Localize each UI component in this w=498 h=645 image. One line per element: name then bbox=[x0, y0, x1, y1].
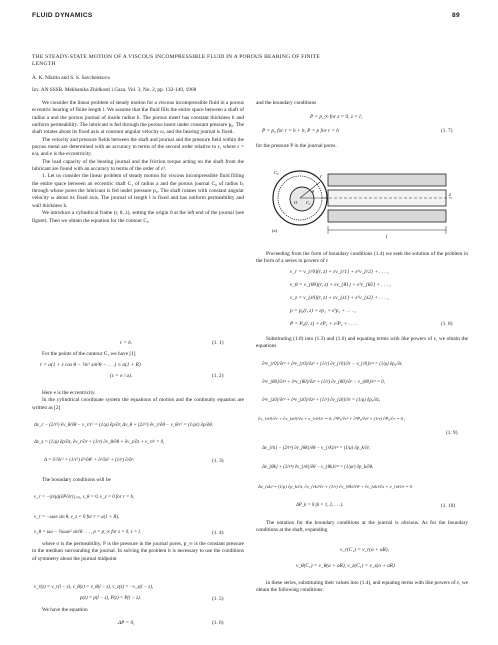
equation-number-1-3: (1. 3) bbox=[212, 458, 224, 464]
equation-number-1-2: (1. 2) bbox=[212, 373, 224, 379]
fig-label-theta: θ bbox=[312, 189, 315, 194]
page-number: 89 bbox=[452, 12, 460, 19]
equation-number-1-1: (1. 1) bbox=[212, 340, 224, 346]
equation-1-9a: ∂²v_{r0}/∂r² + ∂²v_{r0}/∂z² + (1/r) ∂v_{r0}/∂r − v_{r0}/r² = (1/μ) ∂p₀/∂r, bbox=[262, 362, 403, 367]
fig-label-a: (a) bbox=[272, 228, 277, 233]
equation-1-1: r = b. bbox=[120, 340, 133, 346]
equation-1-2a: r = a(1 + ε cos θ − ½ε² sin²θ − . . .) ≡ a(1 + R) bbox=[40, 362, 141, 368]
paragraph-contour bbox=[32, 351, 244, 358]
substituting-text: Substituting (1.8) into (1.3) and (1.6) and equating terms with like powers of ε, we obtain the equations bbox=[256, 336, 468, 350]
paragraph-eccentricity bbox=[32, 390, 244, 412]
paragraph-substituting bbox=[256, 336, 468, 351]
fig-label-c0: C₀ bbox=[274, 170, 279, 175]
paper-authors: A. K. Nikitin and S. S. Savchenkova bbox=[32, 75, 110, 81]
equation-1-10b: Δv_{θk} + (2/r²) ∂v_{rk}/∂θ − v_{θk}/r² = (1/μr) ∂p_k/∂θ, bbox=[262, 465, 374, 470]
boundary-conditions-text: and the boundary conditions bbox=[256, 100, 317, 106]
equation-1-7a: P = p_∞ for z = 0, z = l; bbox=[310, 114, 363, 120]
equation-1-10c: Δv_{zk} = (1/μ) ∂p_k/∂z, ∂v_{rk}/∂r + (1/r) ∂v_{θk}/∂θ + ∂v_{zk}/∂z + v_{rk}/r = 0 bbox=[258, 484, 413, 489]
bearing-figure bbox=[266, 160, 456, 240]
equation-1-4a: v_r = −(σ/μ)(∂P/∂r)|ᵣ₌ᵦ, v_θ = 0, v_z = 0 for r = b, bbox=[34, 495, 135, 500]
equation-1-9c: ∂²v_{z0}/∂r² + ∂²v_{z0}/∂z² + (1/r) ∂v_{z0}/∂r = (1/μ) ∂p₀/∂z, bbox=[262, 398, 381, 403]
journal-side-view bbox=[324, 174, 452, 234]
eccentricity-text: Here e is the eccentricity. bbox=[42, 390, 96, 396]
equation-number-1-7: (1. 7) bbox=[441, 128, 453, 134]
equation-1-3c: Δ = ∂²/∂r² + (1/r²) ∂²/∂θ² + ∂²/∂z² + (1/r) ∂/∂r. bbox=[44, 458, 134, 463]
equation-1-6: ΔP = 0, bbox=[118, 620, 135, 626]
expansion-vr: v_r(C₁) = v_r(a + aR), bbox=[340, 547, 389, 553]
equation-number-1-4: (1. 4) bbox=[212, 530, 224, 536]
equation-1-10d: ΔP_k = 0 (k = 1, 2, . . .). bbox=[296, 503, 344, 508]
paragraph-have-equation bbox=[32, 607, 244, 614]
equation-1-4c: v_θ = ωa − ½ωae² sin²θ . . . , p = p_∞ for z = 0, z = l. bbox=[34, 530, 141, 535]
equation-1-4b: v_r = −ωae sin θ, v_z = 0 for r = a(1 + R), bbox=[34, 515, 120, 520]
paper-title: THE STEADY-STATE MOTION OF A VISCOUS INCOMPRESSIBLE FLUID IN A POROUS BEARING OF FINITE LENGTH bbox=[32, 54, 321, 68]
paragraph-abstract-2: The velocity and pressure fields between the shaft and journal and the pressure field within the porous metal are determined with an accuracy to terms of the second order relative to ε, where ε = e/a, and e is the eccentricity. bbox=[32, 136, 244, 158]
paragraph-frame: We introduce a cylindrical frame (r, θ, z), setting the origin 0 at the left end of the journal (see figure). Then we obtain the equation for the contour C₀ bbox=[32, 210, 244, 224]
paragraph-boundary bbox=[32, 477, 244, 484]
series-P: P = P₀(r, z) + εP₁ + ε²P₂ + . . . . bbox=[290, 321, 359, 327]
equation-1-5a: v_r(z) = v_r(l − z), v_θ(z) = v_θ(l − z), v_z(z) = −v_z(l − z), bbox=[34, 585, 154, 590]
equation-1-3b: Δv_z = (1/μ) ∂p/∂z, ∂v_r/∂r + (1/r) ∂v_θ/∂θ + ∂v_z/∂z + v_r/r = 0, bbox=[34, 440, 165, 445]
equation-number-1-6: (1. 6) bbox=[212, 620, 224, 626]
paragraph-boundary-conditions bbox=[256, 100, 468, 107]
paragraph-pressure-pores bbox=[256, 143, 468, 150]
paragraph-notation bbox=[256, 520, 468, 535]
pressure-pores-text: for the pressure P in the journal pores. bbox=[256, 143, 337, 149]
permeability-text: where σ is the permeability, P is the pressure in the journal pores, p_∞ is the constant pressure in the medium surrounding the journal. In solving the problem it is necessary to use the conditions of symmetry about the journal midpoint bbox=[32, 541, 244, 562]
paragraph-abstract-1: We consider the linear problem of steady motion for a viscous incompressible fluid in a porous eccentric bearing of finite length l. We assume that the fluid fills the entire space between a shaft of radius a and the porous journal of inside radius b. The porous insert has constant thickness h and uniform permeability. The lubricant is fed through the porous insert under constant pressure p₀. The shaft rotates about its fixed axis at constant angular velocity ω, and the bearing journal is fixed. bbox=[32, 100, 244, 136]
equation-1-7b: P = p₀ for r = b + h, P = p for r = b bbox=[262, 128, 339, 134]
equation-number-1-5: (1. 5) bbox=[212, 596, 224, 602]
paragraph-section-1: 1. Let us consider the linear problem of steady motion for viscous incompressible fluid filling the entire space between an eccentric shaft C₁ of radius a and the porous journal C₀ of radius b, through whose pores the lubricant is fed under pressure p₀. The shaft rotates with constant angular velocity ω about its fixed axis. The journal of length l is fixed and has uniform permeability and wall thickness h. bbox=[32, 173, 244, 209]
equation-number-1-10: (1. 10) bbox=[441, 503, 456, 509]
fig-label-z: z bbox=[449, 193, 451, 198]
paragraph-series-intro bbox=[256, 251, 468, 266]
series-conditions-text: in these series, substituting their values into (1.4), and equating terms with like powers of ε, we obtain the following conditions: bbox=[256, 580, 468, 594]
boundary-text: The boundary conditions will be bbox=[42, 477, 111, 483]
expansion-vtheta-vz: v_θ(C₁) = v_θ(a + aR), v_z(C₁) = v_z(a + aR) bbox=[296, 563, 395, 569]
fig-label-c1: C₁ bbox=[306, 200, 311, 205]
fig-label-l: l bbox=[386, 235, 388, 240]
notation-text: The notation for the boundary conditions at the journal is obvious. As for the boundary conditions at the shaft, expanding bbox=[256, 520, 468, 534]
equation-1-9b: ∂²v_{θ0}/∂r² + ∂²v_{θ0}/∂z² + (1/r) ∂v_{θ0}/∂r − v_{θ0}/r² = 0, bbox=[262, 380, 385, 385]
series-vz: v_z = v_{z0}(r, z) + εv_{z1} + ε²v_{z2} + . . . , bbox=[290, 295, 389, 301]
motion-equations-text: In the cylindrical coordinate system the equations of motion and the continuity equation are written as [2] bbox=[32, 397, 244, 411]
paragraph-abstract-3: The load capacity of the bearing journal and the friction torque acting on the shaft from the lubricant are found with an accuracy to terms of the order of ε². bbox=[32, 158, 244, 173]
equation-1-10a: Δv_{rk} − (2/r²) ∂v_{θk}/∂θ − v_{rk}/r² = (1/μ) ∂p_k/∂r, bbox=[262, 446, 370, 451]
contour-text: For the points of the contour C₁ we have [1] bbox=[42, 351, 136, 357]
paragraph-series-conditions bbox=[256, 580, 468, 595]
have-equation-text: We have the equation bbox=[42, 607, 88, 613]
equation-1-5b: p(z) = p(l − z), P(z) = P(l − z). bbox=[80, 596, 141, 601]
series-intro-text: Proceeding from the form of boundary conditions (1.4) we seek the solution of the problem in the form of a series in powers of ε bbox=[256, 251, 468, 265]
equation-1-3a: Δv_r − (2/r²) ∂v_θ/∂θ − v_r/r² = (1/μ) ∂p/∂r, Δv_θ + (2/r²) ∂v_r/∂θ − v_θ/r² = (1/μr) ∂p/∂θ, bbox=[34, 423, 213, 428]
series-vr: v_r = v_{r0}(r, z) + εv_{r1} + ε²v_{r2} + . . . , bbox=[290, 269, 389, 275]
left-column-intro bbox=[32, 100, 244, 225]
running-header: FLUID DYNAMICS bbox=[32, 12, 93, 19]
equation-1-9d: ∂v_{r0}/∂r + ∂v_{z0}/∂z + v_{r0}/r = 0, ∂²P₀/∂r² + ∂²P₀/∂z² + (1/r) ∂P₀/∂r = 0 ; bbox=[258, 416, 406, 421]
paper-citation: Izv. AN SSSR. Mekhanika Zhidkosti i Gaza, Vol. 3, No. 2, pp. 132-140, 1968 bbox=[32, 87, 197, 93]
equation-number-1-8: (1. 8) bbox=[441, 321, 453, 327]
fig-label-r: r bbox=[320, 175, 322, 180]
paragraph-permeability bbox=[32, 541, 244, 563]
equation-number-1-9: (1. 9) bbox=[446, 430, 458, 436]
fig-label-o: O bbox=[294, 200, 298, 205]
series-vtheta: v_θ = v_{θ0}(r, z) + εv_{θ1} + ε²v_{θ2} + . . . , bbox=[290, 282, 391, 288]
equation-1-2b: (ε = e / a). bbox=[110, 373, 133, 379]
series-p: p = p₀(r, z) + εp₁ + ε²p₂ + . . . , bbox=[290, 308, 356, 314]
